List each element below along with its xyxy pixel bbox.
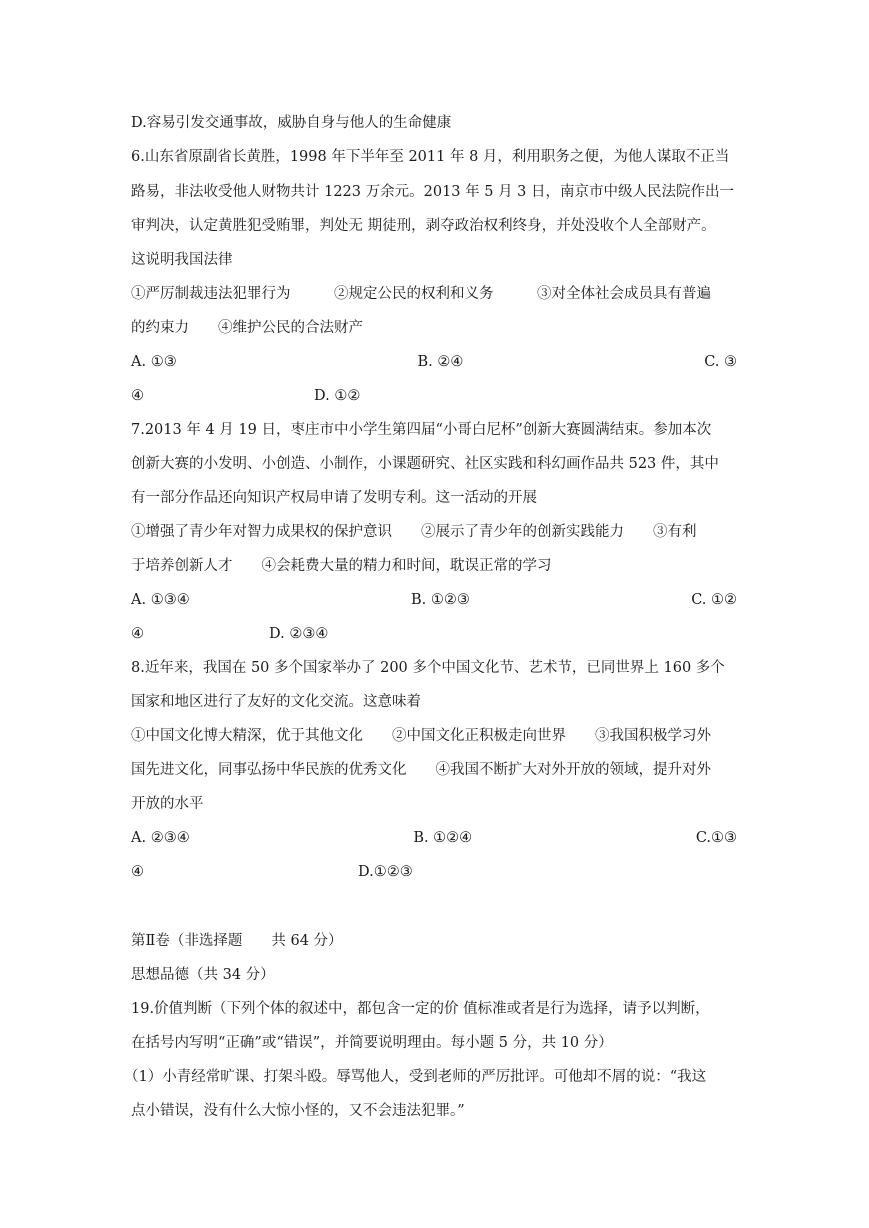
q6-option-a: A. ①③	[131, 354, 177, 370]
q5-option-d: D.容易引发交通事故，威胁自身与他人的生命健康	[131, 115, 452, 131]
q8-statements-line-1: ①中国文化博大精深，优于其他文化 ②中国文化正积极走向世界 ③我国积极学习外	[131, 728, 711, 744]
q7-option-c-continuation: ④	[131, 626, 144, 642]
q6-statements-line-2: 的约束力 ④维护公民的合法财产	[131, 320, 363, 336]
q7-stem-line-1: 7.2013 年 4 月 19 日，枣庄市中小学生第四届“小哥白尼杯”创新大赛圆满结束。参加本次	[131, 422, 712, 438]
q8-options-row	[131, 828, 737, 848]
q6-option-c-continuation: ④	[131, 388, 144, 404]
q8-statements-line-2: 国先进文化，同事弘扬中华民族的优秀文化 ④我国不断扩大对外开放的领域，提升对外	[131, 762, 711, 778]
q6-option-c: C. ③	[704, 354, 737, 370]
q7-option-c: C. ①②	[691, 592, 737, 608]
q7-option-b: B. ①②③	[411, 592, 470, 608]
q6-stem-line-1: 6.山东省原副省长黄胜，1998 年下半年至 2011 年 8 月，利用职务之便，为他人谋取不正当	[131, 149, 730, 165]
q6-option-d: D. ①②	[314, 388, 361, 404]
q19-sub1-line-2: 点小错误，没有什么大惊小怪的，又不会违法犯罪。”	[131, 1103, 465, 1119]
q8-option-c: C.①③	[695, 830, 737, 846]
q19-stem-line-2: 在括号内写明“正确”或“错误”，并简要说明理由。每小题 5 分，共 10 分）	[131, 1035, 613, 1051]
q7-statements-line-2: 于培养创新人才 ④会耗费大量的精力和时间，耽误正常的学习	[131, 558, 552, 574]
q7-stem-line-3: 有一部分作品还向知识产权局申请了发明专利。这一活动的开展	[131, 490, 537, 506]
q8-option-c-continuation: ④	[131, 864, 144, 880]
q7-option-d: D. ②③④	[269, 626, 329, 642]
q6-stem-line-3: 审判决，认定黄胜犯受贿罪，判处无 期徒刑，剥夺政治权利终身，并处没收个人全部财产。	[131, 218, 716, 234]
q7-statements-line-1: ①增强了青少年对智力成果权的保护意识 ②展示了青少年的创新实践能力 ③有利	[131, 524, 697, 540]
q19-stem-line-1: 19.价值判断（下列个体的叙述中，都包含一定的价 值标准或者是行为选择，请予以判断，	[131, 1001, 710, 1017]
q19-sub1-line-1: （1）小青经常旷课、打架斗殴。辱骂他人，受到老师的严厉批评。可他却不屑的说：“我这	[124, 1069, 707, 1085]
q8-option-a: A. ②③④	[131, 830, 190, 846]
q6-stem-line-2: 路易，非法收受他人财物共计 1223 万余元。2013 年 5 月 3 日，南京市中级人民法院作出一	[131, 184, 735, 200]
q6-options-row	[131, 352, 737, 372]
q8-option-b: B. ①②④	[413, 830, 473, 846]
section-subject: 思想品德（共 34 分）	[131, 967, 275, 983]
q6-stem-line-4: 这说明我国法律	[131, 252, 233, 268]
q8-stem-line-2: 国家和地区进行了友好的文化交流。这意味着	[131, 694, 421, 710]
q7-option-a: A. ①③④	[131, 592, 190, 608]
q6-option-b: B. ②④	[417, 354, 464, 370]
q7-stem-line-2: 创新大赛的小发明、小创造、小制作，小课题研究、社区实践和科幻画作品共 523 件，其中	[131, 456, 719, 472]
q8-option-d: D.①②③	[358, 864, 413, 880]
section-title: 第Ⅱ卷（非选择题 共 64 分）	[131, 933, 343, 949]
q6-statements-line-1: ①严厉制裁违法犯罪行为 ②规定公民的权利和义务 ③对全体社会成员具有普遍	[131, 286, 711, 302]
q7-options-row	[131, 590, 737, 610]
q8-statements-line-3: 开放的水平	[131, 796, 204, 812]
q8-stem-line-1: 8.近年来，我国在 50 多个国家举办了 200 多个中国文化节、艺术节，已同世界上 160 多个	[131, 660, 725, 676]
